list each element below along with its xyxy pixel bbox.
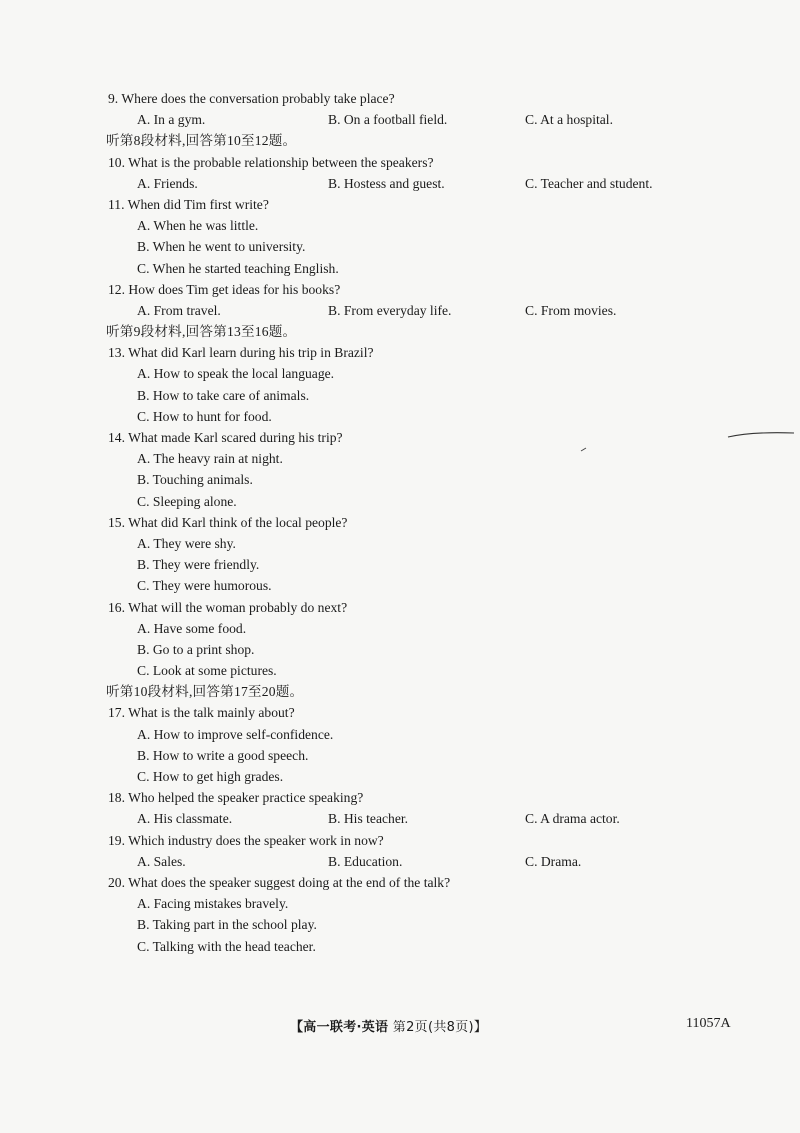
question-stem: 19. Which industry does the speaker work in now?	[108, 832, 384, 848]
answer-option-text: A. How to speak the local language.	[137, 366, 335, 382]
section-instruction: 听第10段材料,回答第17至20题。	[106, 684, 304, 700]
answer-option	[108, 258, 768, 279]
question-stem: 20. What does the speaker suggest doing at the end of the talk?	[108, 874, 451, 890]
footer-exam-label: 【高一联考·英语	[290, 1020, 389, 1035]
answer-option-text: C. They were humorous.	[137, 578, 272, 594]
pen-stroke-mark	[726, 430, 796, 440]
answer-option	[108, 618, 768, 639]
question-stem: 18. Who helped the speaker practice speaking?	[108, 790, 364, 806]
question-stem: 9. Where does the conversation probably take place?	[108, 91, 395, 106]
answer-option	[108, 448, 768, 469]
answer-option-text: B. They were friendly.	[137, 557, 260, 573]
section-instruction: 听第9段材料,回答第13至16题。	[106, 324, 297, 340]
answer-option	[108, 554, 768, 575]
answer-option-text: C. Talking with the head teacher.	[137, 938, 316, 954]
answer-option	[108, 533, 768, 554]
answer-option-text: C. Sleeping alone.	[137, 493, 237, 509]
options-row	[108, 808, 768, 829]
answer-option	[108, 385, 768, 406]
answer-option-text: A. They were shy.	[137, 535, 236, 551]
answer-option	[108, 766, 768, 787]
answer-option-text: B. How to write a good speech.	[137, 747, 309, 763]
question-stem: 13. What did Karl learn during his trip in Brazil?	[108, 345, 374, 361]
answer-option	[108, 745, 768, 766]
options-row	[108, 300, 768, 321]
option-a: A. Friends.	[137, 175, 198, 191]
option-c: C. A drama actor.	[525, 811, 620, 827]
answer-option	[108, 660, 768, 681]
answer-option	[108, 215, 768, 236]
answer-option-text: B. When he went to university.	[137, 239, 306, 255]
option-a: A. His classmate.	[137, 811, 233, 827]
answer-option	[108, 639, 768, 660]
option-c: C. Teacher and student.	[525, 175, 653, 191]
option-a: A. Sales.	[137, 853, 186, 869]
answer-option-text: B. Taking part in the school play.	[137, 917, 317, 933]
option-b: B. On a football field.	[328, 112, 448, 128]
question-stem: 11. When did Tim first write?	[108, 196, 269, 212]
answer-option	[108, 936, 768, 957]
answer-option-text: A. When he was little.	[137, 218, 259, 234]
answer-option	[108, 724, 768, 745]
option-b: B. Hostess and guest.	[328, 175, 445, 191]
question-stem: 10. What is the probable relationship between the speakers?	[108, 154, 434, 170]
option-a: A. In a gym.	[137, 112, 206, 128]
answer-option-text: B. Touching animals.	[137, 472, 253, 488]
answer-option-text: B. Go to a print shop.	[137, 641, 255, 657]
pen-dot-mark	[580, 446, 588, 452]
question-stem: 14. What made Karl scared during his trip?	[108, 430, 343, 445]
answer-option	[108, 893, 768, 914]
answer-option-text: A. Facing mistakes bravely.	[137, 896, 289, 912]
answer-option-text: C. When he started teaching English.	[137, 260, 339, 276]
answer-option	[108, 575, 768, 596]
answer-option-text: C. How to get high grades.	[137, 769, 284, 784]
option-c: C. At a hospital.	[525, 112, 613, 128]
option-b: B. From everyday life.	[328, 302, 452, 318]
option-b: B. Education.	[328, 853, 403, 869]
footer-page-label: 第2页(共8页)】	[392, 1020, 488, 1035]
question-stem: 15. What did Karl think of the local people?	[108, 514, 348, 530]
footer-title	[290, 1016, 487, 1035]
options-row	[108, 851, 768, 872]
section-instruction: 听第8段材料,回答第10至12题。	[106, 133, 297, 149]
answer-option	[108, 914, 768, 935]
answer-option-text: A. The heavy rain at night.	[137, 451, 283, 467]
options-row	[108, 109, 768, 130]
page-footer	[0, 1016, 800, 1036]
answer-option-text: A. Have some food.	[137, 620, 247, 636]
answer-option	[108, 236, 768, 257]
answer-option-text: B. How to take care of animals.	[137, 387, 310, 403]
answer-option-text: C. How to hunt for food.	[137, 408, 272, 424]
answer-option	[108, 491, 768, 512]
option-c: C. From movies.	[525, 302, 617, 318]
answer-option-text: C. Look at some pictures.	[137, 663, 277, 679]
questions-block	[108, 88, 768, 957]
footer-code: 11057A	[686, 1016, 731, 1031]
question-stem: 16. What will the woman probably do next?	[108, 599, 348, 615]
option-c: C. Drama.	[525, 853, 582, 869]
answer-option	[108, 363, 768, 384]
option-b: B. His teacher.	[328, 811, 409, 827]
answer-option	[108, 406, 768, 427]
answer-option	[108, 469, 768, 490]
option-a: A. From travel.	[137, 302, 221, 318]
question-stem: 17. What is the talk mainly about?	[108, 705, 295, 721]
answer-option-text: A. How to improve self-confidence.	[137, 726, 334, 742]
question-stem: 12. How does Tim get ideas for his books?	[108, 281, 341, 297]
options-row	[108, 173, 768, 194]
